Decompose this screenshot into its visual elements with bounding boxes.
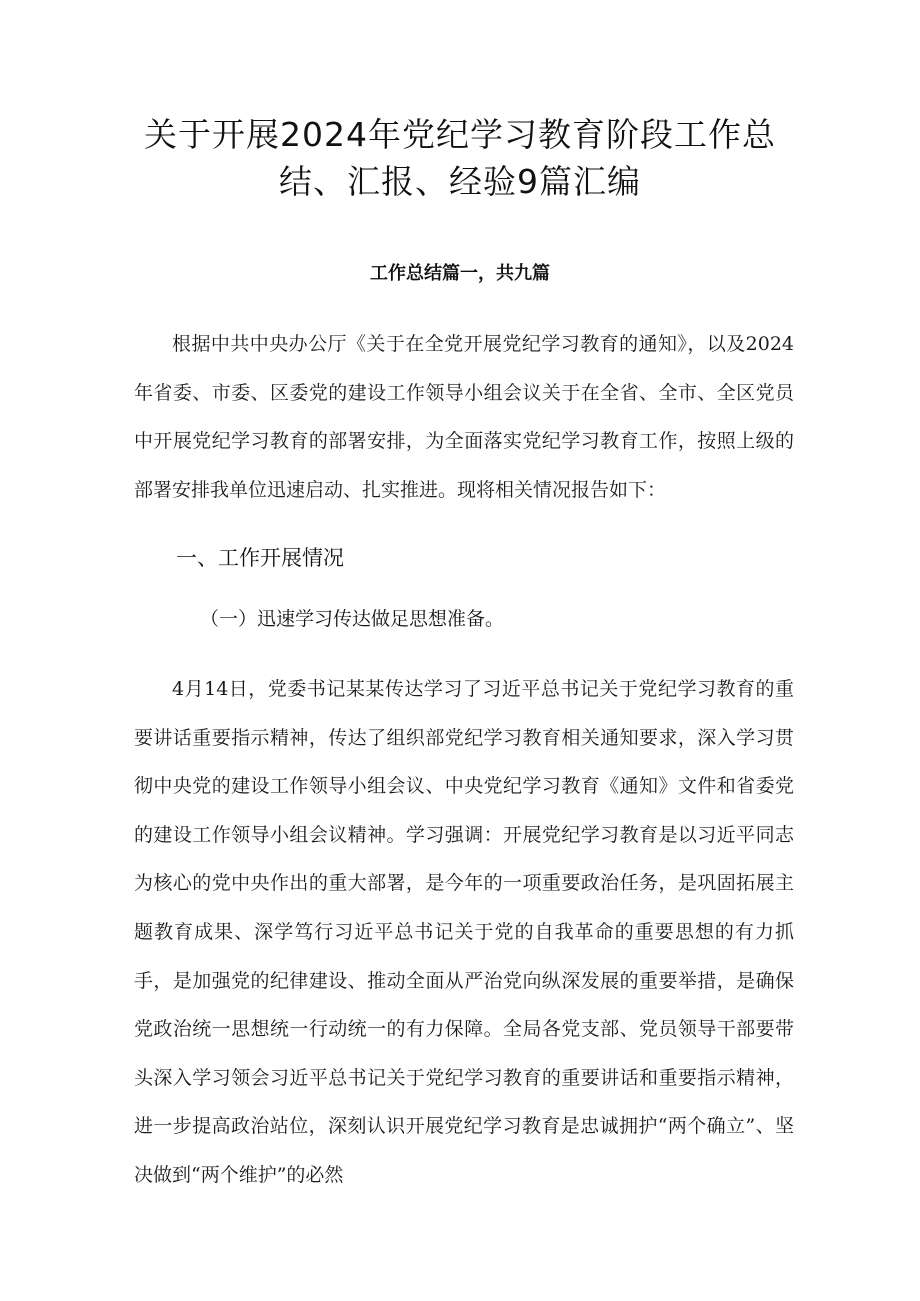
section-heading: 一、工作开展情况 bbox=[176, 546, 344, 570]
body-paragraph: 4月14日，党委书记某某传达学习了习近平总书记关于党纪学习教育的重要讲话重要指示精神，传达了组织部党纪学习教育相关通知要求，深入学习贯彻中央党的建设工作领导小组会议、中央党纪学习教育《通知》文件和省委党的建设工作领导小组会议精神。学习强调：开展党纪学习教育是以习近平同志为核心的党中央作出的重大部署，是今年的一项重要政治任务，是巩固拓展主题教育成果、深学笃行习近平总书记关于党的自我革命的重要思想的有力抓手，是加强党的纪律建设、推动全面从严治党向纵深发展的重要举措，是确保党政治统一思想统一行动统一的有力保障。全局各党支部、党员领导干部要带头深入学习领会习近平总书记关于党纪学习教育的重要讲话和重要指示精神，进一步提高政治站位，深刻认识开展党纪学习教育是忠诚拥护“两个确立”、坚决做到“两个维护”的必然 bbox=[134, 678, 794, 1186]
intro-paragraph: 根据中共中央办公厅《关于在全党开展党纪学习教育的通知》，以及2024年省委、市委、区委党的建设工作领导小组会议关于在全省、全市、全区党员中开展党纪学习教育的部署安排，为全面落实党纪学习教育工作，按照上级的部署安排我单位迅速启动、扎实推进。现将相关情况报告如下： bbox=[134, 333, 794, 501]
document-title-line-1: 关于开展2024年党纪学习教育阶段工作总 bbox=[144, 115, 776, 154]
document-title-line-2: 结、汇报、经验9篇汇编 bbox=[279, 162, 641, 201]
subsection-heading: （一）迅速学习传达做足思想准备。 bbox=[200, 608, 505, 630]
document-subtitle: 工作总结篇一，共九篇 bbox=[370, 263, 550, 284]
